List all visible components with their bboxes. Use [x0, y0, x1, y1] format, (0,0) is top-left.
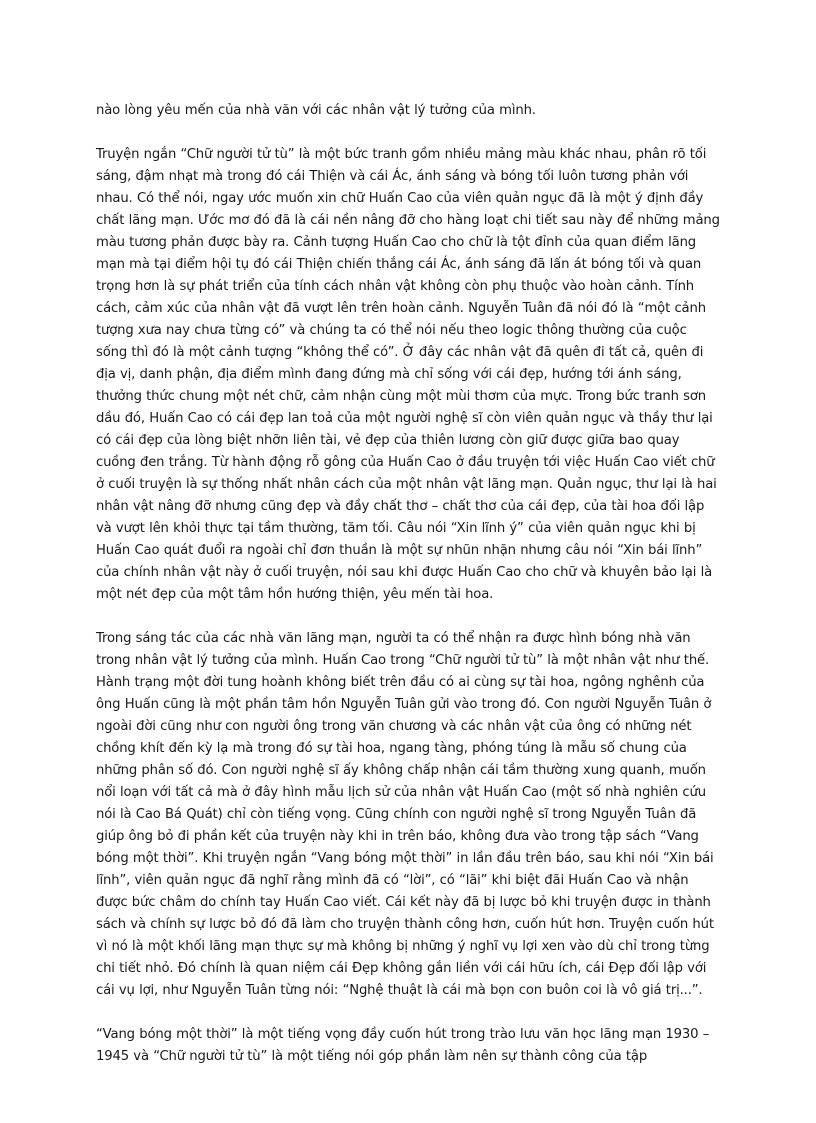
paragraph-contrast-analysis: Truyện ngắn “Chữ người tử tù” là một bức tranh gồm nhiều mảng màu khác nhau, phân rõ tối sáng, đậm nhạt mà trong đó cái Thiện và cái Ác, ánh sáng và bóng tối luôn tương phản với nhau. Có thể nói, ngay ước muốn xin chữ Huấn Cao của viên quản ngục đã là một ý định đầy chất lãng mạn. Ước mơ đó đã là cái nền nâng đỡ cho hàng loạt chi tiết sau này để những mảng màu tương phản được bày ra. Cảnh tượng Huấn Cao cho chữ là tột đỉnh của quan điểm lãng mạn mà tại điểm hội tụ đó cái Thiện chiến thắng cái Ác, ánh sáng đã lấn át bóng tối và quan trọng hơn là sự phát triển của tính cách nhân vật không còn phụ thuộc vào hoàn cảnh. Tính cách, cảm xúc của nhân vật đã vượt lên trên hoàn cảnh. Nguyễn Tuân đã nói đó là “một cảnh tượng xưa nay chưa từng có” và chúng ta có thể nói nếu theo logic thông thường của cuộc sống thì đó là một cảnh tượng “không thể có”. Ở đây các nhân vật đã quên đi tất cả, quên đi địa vị, danh phận, địa điểm mình đang đứng mà chỉ sống với cái đẹp, hướng tới ánh sáng, thưởng thức chung một nét chữ, cảm nhận cùng một mùi thơm của mực. Trong bức tranh sơn dầu đó, Huấn Cao có cái đẹp lan toả của một người nghệ sĩ còn viên quản ngục và thầy thư lại có cái đẹp của lòng biệt nhỡn liên tài, vẻ đẹp của thiên lương còn giữ được giữa bao quay cuồng đen trắng. Từ hành động rỗ gông của Huấn Cao ở đầu truyện tới việc Huấn Cao viết chữ ở cuối truyện là sự thống nhất nhân cách của một nhân vật lãng mạn. Quản ngục, thư lại là hai nhân vật nâng đỡ nhưng cũng đẹp và đầy chất thơ – chất thơ của cái đẹp, của tài hoa đối lập và vượt lên khỏi thực tại tầm thường, tăm tối. Câu nói “Xin lĩnh ý” của viên quản ngục khi bị Huấn Cao quát đuổi ra ngoài chỉ đơn thuần là một sự nhũn nhặn nhưng câu nói “Xin bái lĩnh” của chính nhân vật này ở cuối truyện, nói sau khi được Huấn Cao cho chữ và khuyên bảo lại là một nét đẹp của một tâm hồn hướng thiện, yêu mến tài hoa. [96, 147, 720, 602]
paragraph-intro-fragment: nào lòng yêu mến của nhà văn với các nhân vật lý tưởng của mình. [96, 103, 536, 118]
paragraph-conclusion-fragment: “Vang bóng một thời” là một tiếng vọng đầy cuốn hút trong trào lưu văn học lãng mạn 1930 – 1945 và “Chữ người tử tù” là một tiếng nói góp phần làm nên sự thành công của tập [96, 1027, 710, 1064]
document-page [96, 100, 722, 1068]
paragraph-author-in-character: Trong sáng tác của các nhà văn lãng mạn, người ta có thể nhận ra được hình bóng nhà văn trong nhân vật lý tưởng của mình. Huấn Cao trong “Chữ người tử tù” là một nhân vật như thế. Hành trạng một đời tung hoành không biết trên đầu có ai cùng sự tài hoa, ngông nghênh của ông Huấn cũng là một phần tâm hồn Nguyễn Tuân gửi vào trong đó. Con người Nguyễn Tuân ở ngoài đời cũng như con người ông trong văn chương và các nhân vật của ông có những nét chồng khít đến kỳ lạ mà trong đó sự tài hoa, ngang tàng, phóng túng là mẫu số chung của những phân số đó. Con người nghệ sĩ ấy không chấp nhận cái tầm thường xung quanh, muốn nổi loạn với tất cả mà ở đây hình mẫu lịch sử của nhân vật Huấn Cao (một số nhà nghiên cứu nói là Cao Bá Quát) chỉ còn tiếng vọng. Cũng chính con người nghệ sĩ trong Nguyễn Tuân đã giúp ông bỏ đi phần kết của truyện này khi in trên báo, không đưa vào trong tập sách “Vang bóng một thời”. Khi truyện ngắn “Vang bóng một thời” in lần đầu trên báo, sau khi nói “Xin bái lĩnh”, viên quản ngục đã nghĩ rằng mình đã có “lời”, có “lãi” khi biệt đãi Huấn Cao và nhận được bức châm do chính tay Huấn Cao viết. Cái kết này đã bị lược bỏ khi truyện được in thành sách và chính sự lược bỏ đó đã làm cho truyện thành công hơn, cuốn hút hơn. Truyện cuốn hút vì nó là một khối lãng mạn thực sự mà không bị những ý nghĩ vụ lợi xen vào dù chỉ trong từng chi tiết nhỏ. Đó chính là quan niệm cái Đẹp không gắn liền với cái hữu ích, cái Đẹp đối lập với cái vụ lợi, như Nguyễn Tuân từng nói: “Nghệ thuật là cái mà bọn con buôn coi là vô giá trị...”. [96, 631, 714, 998]
